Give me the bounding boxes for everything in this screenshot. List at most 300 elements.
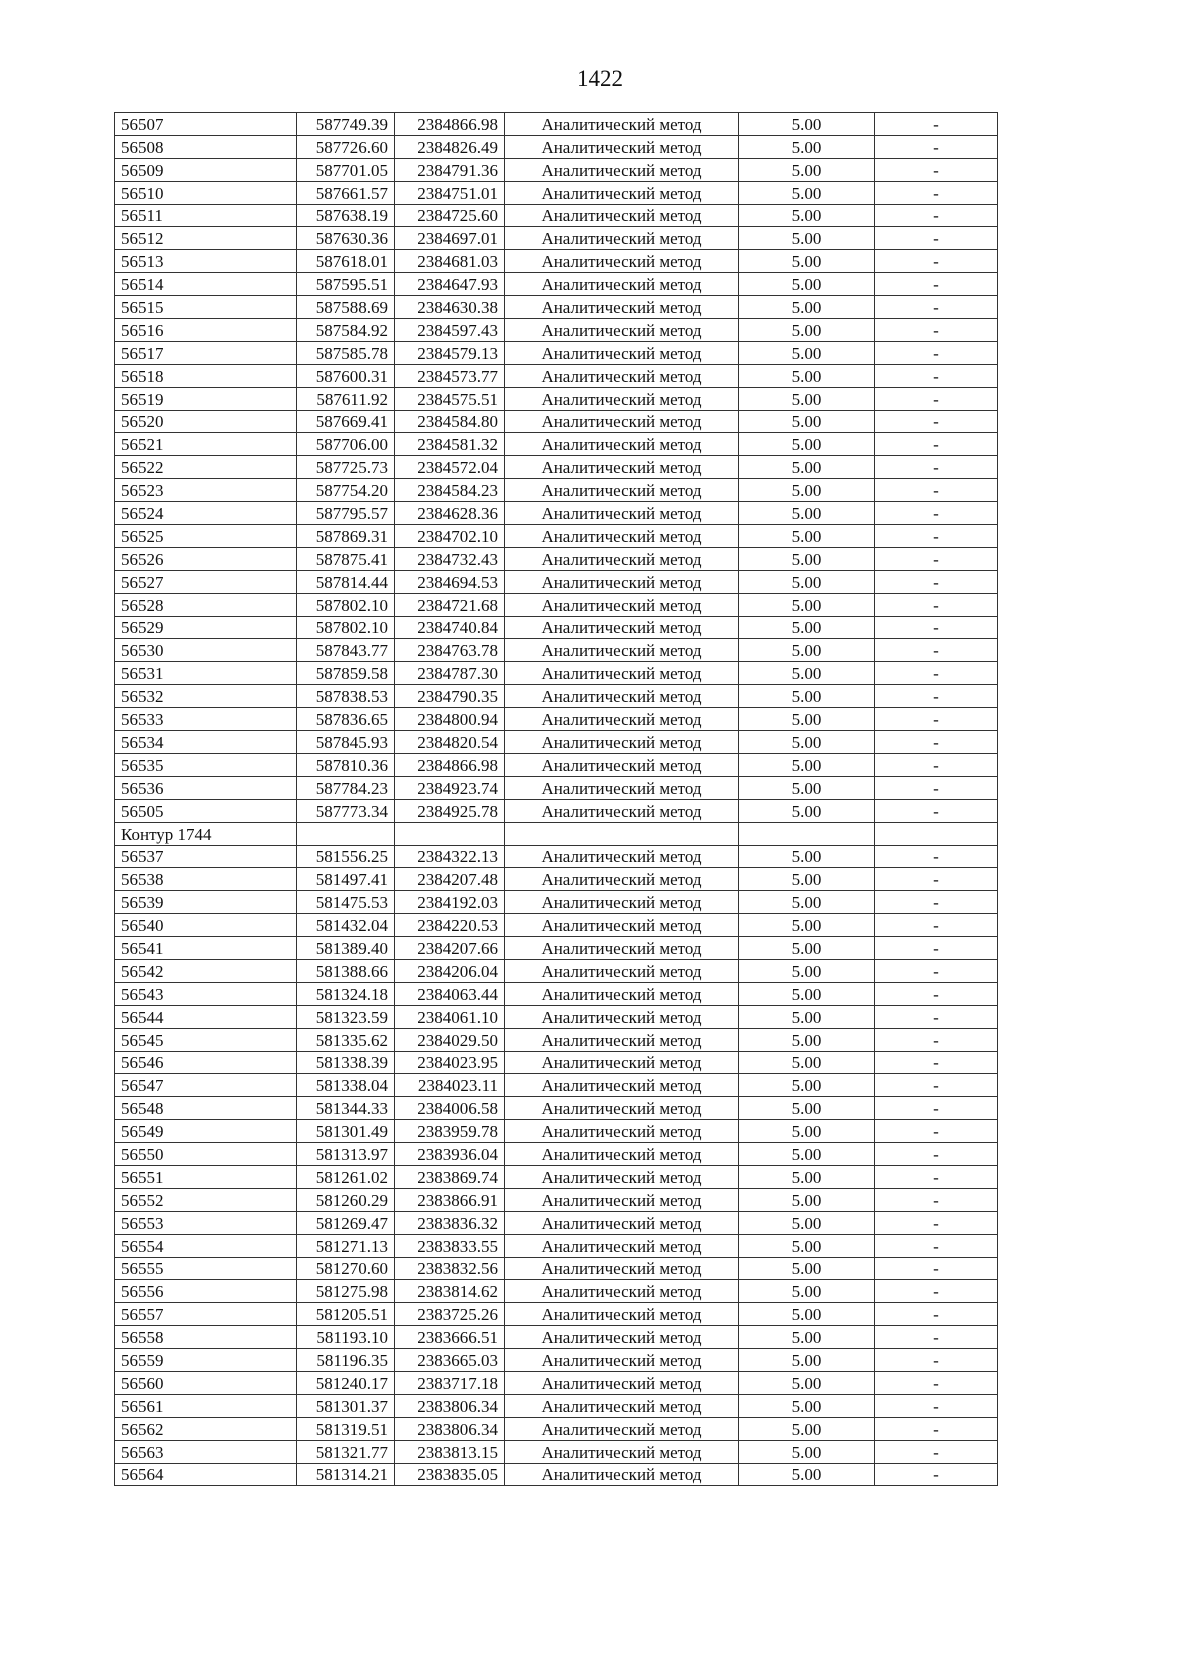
note-cell: - [875,341,998,364]
x-coordinate-cell: 581313.97 [297,1143,395,1166]
table-row [115,113,998,136]
table-row [115,914,998,937]
method-cell: Аналитический метод [505,914,739,937]
point-id-cell: 56523 [115,479,297,502]
y-coordinate-cell: 2384866.98 [395,113,505,136]
point-id-cell: 56528 [115,593,297,616]
method-cell: Аналитический метод [505,845,739,868]
accuracy-cell: 5.00 [739,1051,875,1074]
note-cell: - [875,1097,998,1120]
point-id-cell: 56521 [115,433,297,456]
accuracy-cell: 5.00 [739,1417,875,1440]
point-id-cell: 56553 [115,1211,297,1234]
method-cell: Аналитический метод [505,1005,739,1028]
accuracy-cell: 5.00 [739,1371,875,1394]
x-coordinate-cell: 581338.39 [297,1051,395,1074]
point-id-cell: 56522 [115,456,297,479]
method-cell: Аналитический метод [505,387,739,410]
point-id-cell: 56542 [115,959,297,982]
point-id-cell: 56545 [115,1028,297,1051]
x-coordinate-cell: 587802.10 [297,593,395,616]
method-cell: Аналитический метод [505,1417,739,1440]
x-coordinate-cell: 587706.00 [297,433,395,456]
note-cell: - [875,204,998,227]
point-id-cell: 56517 [115,341,297,364]
method-cell: Аналитический метод [505,776,739,799]
method-cell: Аналитический метод [505,158,739,181]
x-coordinate-cell: 581301.37 [297,1394,395,1417]
table-row [115,685,998,708]
note-cell: - [875,1211,998,1234]
accuracy-cell: 5.00 [739,891,875,914]
method-cell: Аналитический метод [505,1211,739,1234]
method-cell: Аналитический метод [505,1120,739,1143]
x-coordinate-cell: 581432.04 [297,914,395,937]
x-coordinate-cell: 587630.36 [297,227,395,250]
note-cell: - [875,639,998,662]
point-id-cell: 56537 [115,845,297,868]
table-row [115,639,998,662]
note-cell: - [875,273,998,296]
point-id-cell: 56558 [115,1326,297,1349]
note-cell: - [875,1371,998,1394]
accuracy-cell: 5.00 [739,731,875,754]
x-coordinate-cell: 587754.20 [297,479,395,502]
y-coordinate-cell: 2384579.13 [395,341,505,364]
method-cell: Аналитический метод [505,204,739,227]
note-cell: - [875,502,998,525]
note-cell: - [875,181,998,204]
point-id-cell: 56552 [115,1188,297,1211]
accuracy-cell: 5.00 [739,1143,875,1166]
point-id-cell: 56511 [115,204,297,227]
empty-cell [505,822,739,845]
accuracy-cell: 5.00 [739,845,875,868]
note-cell: - [875,616,998,639]
y-coordinate-cell: 2383836.32 [395,1211,505,1234]
accuracy-cell: 5.00 [739,135,875,158]
y-coordinate-cell: 2384581.32 [395,433,505,456]
point-id-cell: 56543 [115,982,297,1005]
note-cell: - [875,959,998,982]
method-cell: Аналитический метод [505,1326,739,1349]
note-cell: - [875,776,998,799]
accuracy-cell: 5.00 [739,364,875,387]
x-coordinate-cell: 581388.66 [297,959,395,982]
accuracy-cell: 5.00 [739,1463,875,1486]
x-coordinate-cell: 587600.31 [297,364,395,387]
note-cell: - [875,1051,998,1074]
section-header-row [115,822,998,845]
method-cell: Аналитический метод [505,341,739,364]
point-id-cell: 56559 [115,1349,297,1372]
section-label: Контур 1744 [115,822,297,845]
table-row [115,1165,998,1188]
table-row [115,845,998,868]
note-cell: - [875,410,998,433]
y-coordinate-cell: 2384207.48 [395,868,505,891]
y-coordinate-cell: 2384826.49 [395,135,505,158]
accuracy-cell: 5.00 [739,341,875,364]
point-id-cell: 56554 [115,1234,297,1257]
y-coordinate-cell: 2384023.95 [395,1051,505,1074]
table-row [115,1074,998,1097]
table-row [115,158,998,181]
y-coordinate-cell: 2384061.10 [395,1005,505,1028]
method-cell: Аналитический метод [505,433,739,456]
point-id-cell: 56520 [115,410,297,433]
note-cell: - [875,845,998,868]
method-cell: Аналитический метод [505,1394,739,1417]
point-id-cell: 56561 [115,1394,297,1417]
y-coordinate-cell: 2383806.34 [395,1417,505,1440]
method-cell: Аналитический метод [505,708,739,731]
accuracy-cell: 5.00 [739,685,875,708]
y-coordinate-cell: 2384681.03 [395,250,505,273]
method-cell: Аналитический метод [505,1463,739,1486]
note-cell: - [875,1120,998,1143]
empty-cell [297,822,395,845]
x-coordinate-cell: 581323.59 [297,1005,395,1028]
table-row [115,1120,998,1143]
point-id-cell: 56519 [115,387,297,410]
table-row [115,593,998,616]
accuracy-cell: 5.00 [739,959,875,982]
note-cell: - [875,570,998,593]
page-number: 1422 [577,66,623,91]
point-id-cell: 56555 [115,1257,297,1280]
y-coordinate-cell: 2384721.68 [395,593,505,616]
note-cell: - [875,1280,998,1303]
empty-cell [739,822,875,845]
y-coordinate-cell: 2384220.53 [395,914,505,937]
y-coordinate-cell: 2384630.38 [395,296,505,319]
table-row [115,1188,998,1211]
note-cell: - [875,1417,998,1440]
y-coordinate-cell: 2384063.44 [395,982,505,1005]
x-coordinate-cell: 581271.13 [297,1234,395,1257]
y-coordinate-cell: 2384192.03 [395,891,505,914]
table-row [115,364,998,387]
y-coordinate-cell: 2383806.34 [395,1394,505,1417]
y-coordinate-cell: 2384925.78 [395,799,505,822]
x-coordinate-cell: 581389.40 [297,937,395,960]
table-row [115,547,998,570]
point-id-cell: 56527 [115,570,297,593]
method-cell: Аналитический метод [505,319,739,342]
y-coordinate-cell: 2383814.62 [395,1280,505,1303]
accuracy-cell: 5.00 [739,433,875,456]
y-coordinate-cell: 2383665.03 [395,1349,505,1372]
y-coordinate-cell: 2384206.04 [395,959,505,982]
accuracy-cell: 5.00 [739,181,875,204]
method-cell: Аналитический метод [505,639,739,662]
x-coordinate-cell: 581475.53 [297,891,395,914]
y-coordinate-cell: 2383813.15 [395,1440,505,1463]
method-cell: Аналитический метод [505,296,739,319]
accuracy-cell: 5.00 [739,456,875,479]
point-id-cell: 56508 [115,135,297,158]
note-cell: - [875,708,998,731]
point-id-cell: 56513 [115,250,297,273]
accuracy-cell: 5.00 [739,1326,875,1349]
x-coordinate-cell: 587638.19 [297,204,395,227]
table-row [115,1028,998,1051]
accuracy-cell: 5.00 [739,410,875,433]
table-row [115,708,998,731]
point-id-cell: 56518 [115,364,297,387]
x-coordinate-cell: 587611.92 [297,387,395,410]
x-coordinate-cell: 587814.44 [297,570,395,593]
note-cell: - [875,547,998,570]
accuracy-cell: 5.00 [739,1074,875,1097]
note-cell: - [875,158,998,181]
accuracy-cell: 5.00 [739,799,875,822]
note-cell: - [875,662,998,685]
table-row [115,753,998,776]
accuracy-cell: 5.00 [739,868,875,891]
table-row [115,891,998,914]
note-cell: - [875,937,998,960]
table-row [115,570,998,593]
table-row [115,1440,998,1463]
x-coordinate-cell: 587795.57 [297,502,395,525]
x-coordinate-cell: 581338.04 [297,1074,395,1097]
y-coordinate-cell: 2384597.43 [395,319,505,342]
x-coordinate-cell: 587843.77 [297,639,395,662]
table-row [115,982,998,1005]
method-cell: Аналитический метод [505,525,739,548]
point-id-cell: 56515 [115,296,297,319]
x-coordinate-cell: 587584.92 [297,319,395,342]
x-coordinate-cell: 581321.77 [297,1440,395,1463]
table-row [115,937,998,960]
table-row [115,1326,998,1349]
table-row [115,1303,998,1326]
table-row [115,204,998,227]
y-coordinate-cell: 2383717.18 [395,1371,505,1394]
table-row [115,433,998,456]
x-coordinate-cell: 587875.41 [297,547,395,570]
y-coordinate-cell: 2384791.36 [395,158,505,181]
y-coordinate-cell: 2383869.74 [395,1165,505,1188]
accuracy-cell: 5.00 [739,776,875,799]
table-row [115,662,998,685]
table-row [115,250,998,273]
table-row [115,616,998,639]
note-cell: - [875,319,998,342]
y-coordinate-cell: 2383833.55 [395,1234,505,1257]
table-row [115,1143,998,1166]
accuracy-cell: 5.00 [739,914,875,937]
table-row [115,227,998,250]
table-row [115,1051,998,1074]
table-row [115,776,998,799]
x-coordinate-cell: 587859.58 [297,662,395,685]
point-id-cell: 56540 [115,914,297,937]
accuracy-cell: 5.00 [739,1165,875,1188]
x-coordinate-cell: 581240.17 [297,1371,395,1394]
x-coordinate-cell: 581269.47 [297,1211,395,1234]
x-coordinate-cell: 581556.25 [297,845,395,868]
method-cell: Аналитический метод [505,982,739,1005]
accuracy-cell: 5.00 [739,1349,875,1372]
accuracy-cell: 5.00 [739,158,875,181]
x-coordinate-cell: 581193.10 [297,1326,395,1349]
method-cell: Аналитический метод [505,1165,739,1188]
point-id-cell: 56507 [115,113,297,136]
x-coordinate-cell: 587802.10 [297,616,395,639]
method-cell: Аналитический метод [505,891,739,914]
y-coordinate-cell: 2384697.01 [395,227,505,250]
method-cell: Аналитический метод [505,616,739,639]
note-cell: - [875,525,998,548]
method-cell: Аналитический метод [505,1097,739,1120]
table-row [115,525,998,548]
table-row [115,1005,998,1028]
point-id-cell: 56531 [115,662,297,685]
method-cell: Аналитический метод [505,1074,739,1097]
y-coordinate-cell: 2384790.35 [395,685,505,708]
coordinates-table [114,112,998,1486]
y-coordinate-cell: 2384573.77 [395,364,505,387]
note-cell: - [875,982,998,1005]
y-coordinate-cell: 2384647.93 [395,273,505,296]
point-id-cell: 56549 [115,1120,297,1143]
point-id-cell: 56551 [115,1165,297,1188]
note-cell: - [875,1463,998,1486]
accuracy-cell: 5.00 [739,708,875,731]
table-row [115,181,998,204]
accuracy-cell: 5.00 [739,502,875,525]
accuracy-cell: 5.00 [739,204,875,227]
x-coordinate-cell: 587585.78 [297,341,395,364]
method-cell: Аналитический метод [505,1280,739,1303]
note-cell: - [875,753,998,776]
table-row [115,502,998,525]
y-coordinate-cell: 2384322.13 [395,845,505,868]
method-cell: Аналитический метод [505,1440,739,1463]
method-cell: Аналитический метод [505,273,739,296]
accuracy-cell: 5.00 [739,1280,875,1303]
y-coordinate-cell: 2384923.74 [395,776,505,799]
point-id-cell: 56535 [115,753,297,776]
accuracy-cell: 5.00 [739,616,875,639]
note-cell: - [875,296,998,319]
y-coordinate-cell: 2384023.11 [395,1074,505,1097]
point-id-cell: 56514 [115,273,297,296]
method-cell: Аналитический метод [505,250,739,273]
note-cell: - [875,593,998,616]
accuracy-cell: 5.00 [739,753,875,776]
table-row [115,456,998,479]
y-coordinate-cell: 2384866.98 [395,753,505,776]
method-cell: Аналитический метод [505,1028,739,1051]
note-cell: - [875,685,998,708]
y-coordinate-cell: 2384800.94 [395,708,505,731]
method-cell: Аналитический метод [505,364,739,387]
method-cell: Аналитический метод [505,731,739,754]
point-id-cell: 56563 [115,1440,297,1463]
y-coordinate-cell: 2384763.78 [395,639,505,662]
point-id-cell: 56512 [115,227,297,250]
table-row [115,799,998,822]
table-row [115,1463,998,1486]
note-cell: - [875,135,998,158]
x-coordinate-cell: 587726.60 [297,135,395,158]
method-cell: Аналитический метод [505,753,739,776]
method-cell: Аналитический метод [505,662,739,685]
point-id-cell: 56548 [115,1097,297,1120]
accuracy-cell: 5.00 [739,1005,875,1028]
table-row [115,319,998,342]
note-cell: - [875,479,998,502]
accuracy-cell: 5.00 [739,1303,875,1326]
point-id-cell: 56541 [115,937,297,960]
accuracy-cell: 5.00 [739,525,875,548]
note-cell: - [875,1143,998,1166]
note-cell: - [875,1257,998,1280]
point-id-cell: 56510 [115,181,297,204]
table-row [115,1371,998,1394]
point-id-cell: 56532 [115,685,297,708]
y-coordinate-cell: 2384029.50 [395,1028,505,1051]
table-row [115,135,998,158]
note-cell: - [875,113,998,136]
method-cell: Аналитический метод [505,1051,739,1074]
y-coordinate-cell: 2383866.91 [395,1188,505,1211]
table-row [115,1349,998,1372]
point-id-cell: 56550 [115,1143,297,1166]
method-cell: Аналитический метод [505,181,739,204]
method-cell: Аналитический метод [505,937,739,960]
note-cell: - [875,799,998,822]
x-coordinate-cell: 581260.29 [297,1188,395,1211]
point-id-cell: 56526 [115,547,297,570]
point-id-cell: 56539 [115,891,297,914]
method-cell: Аналитический метод [505,1303,739,1326]
point-id-cell: 56536 [115,776,297,799]
accuracy-cell: 5.00 [739,593,875,616]
point-id-cell: 56560 [115,1371,297,1394]
method-cell: Аналитический метод [505,479,739,502]
method-cell: Аналитический метод [505,456,739,479]
y-coordinate-cell: 2384702.10 [395,525,505,548]
table-row [115,959,998,982]
y-coordinate-cell: 2383666.51 [395,1326,505,1349]
x-coordinate-cell: 581324.18 [297,982,395,1005]
point-id-cell: 56562 [115,1417,297,1440]
note-cell: - [875,914,998,937]
point-id-cell: 56546 [115,1051,297,1074]
accuracy-cell: 5.00 [739,1097,875,1120]
y-coordinate-cell: 2384628.36 [395,502,505,525]
empty-cell [875,822,998,845]
x-coordinate-cell: 587869.31 [297,525,395,548]
note-cell: - [875,1005,998,1028]
point-id-cell: 56505 [115,799,297,822]
method-cell: Аналитический метод [505,410,739,433]
x-coordinate-cell: 581301.49 [297,1120,395,1143]
table-body [115,113,998,1486]
accuracy-cell: 5.00 [739,1028,875,1051]
note-cell: - [875,1440,998,1463]
y-coordinate-cell: 2384207.66 [395,937,505,960]
note-cell: - [875,1349,998,1372]
note-cell: - [875,456,998,479]
note-cell: - [875,1326,998,1349]
accuracy-cell: 5.00 [739,1257,875,1280]
